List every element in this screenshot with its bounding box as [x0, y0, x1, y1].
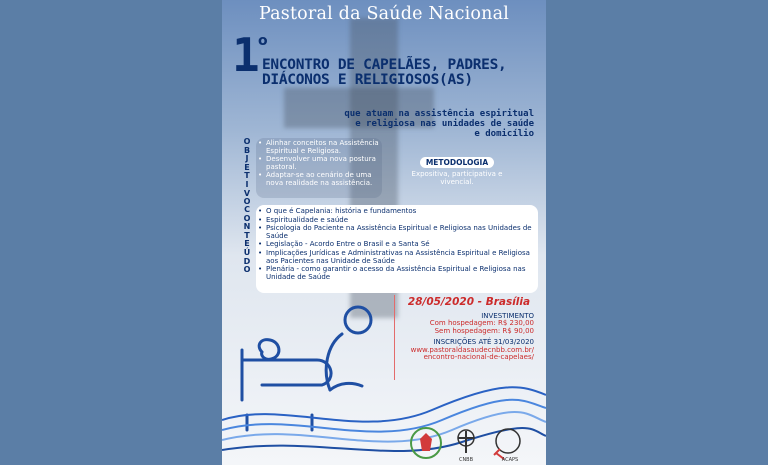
event-subtitle — [334, 109, 534, 139]
subtitle-line-2: e religiosa nas unidades de saúde — [355, 119, 534, 129]
objetivo-item: • Alinhar conceitos na Assistência Espiritual e Religiosa. — [266, 140, 382, 155]
divider-line — [394, 295, 395, 380]
objetivos-list — [256, 138, 382, 188]
conteudo-item: • Legislação - Acordo Entre o Brasil e a Santa Sé — [266, 241, 538, 249]
conteudo-item: • Plenária - como garantir o acesso da Assistência Espiritual e Religiosa nas Unidade de Saúde — [266, 266, 538, 281]
acaps-logo-icon — [494, 429, 520, 463]
sponsor-logos — [408, 423, 538, 463]
poster-title: Pastoral da Saúde Nacional — [258, 4, 510, 24]
ordinal-number: 1 — [232, 28, 260, 82]
subtitle-line-3: e domicílio — [474, 129, 534, 139]
registration-url-1[interactable]: www.pastoraldasaudecnbb.com.br/ — [410, 345, 534, 354]
ordinal-suffix: o — [258, 33, 268, 49]
price-without-lodging: Sem hospedagem: R$ 90,00 — [434, 326, 534, 335]
event-heading — [262, 58, 542, 88]
heading-line-2: DIÁCONOS E RELIGIOSOS(AS) — [262, 72, 473, 88]
investimento-label: INVESTIMENTO — [481, 312, 534, 320]
conteudo-vertical-label: C O N T E Ú D O — [243, 205, 251, 275]
registration-deadline: INSCRIÇÕES ATÉ 31/03/2020 — [433, 338, 534, 347]
registration-url-2[interactable]: encontro-nacional-de-capelaes/ — [423, 353, 534, 362]
pastoral-logo-icon — [411, 428, 441, 458]
price-with-lodging: Com hospedagem: R$ 230,00 — [429, 319, 534, 328]
objetivo-vertical-label: O B J E T I V O — [243, 137, 251, 207]
subtitle-line-1: que atuam na assistência espiritual — [344, 109, 534, 119]
metodologia-badge: METODOLOGIA — [420, 157, 494, 168]
cnbb-logo-text: CNBB — [458, 457, 474, 463]
conteudo-item: • Espiritualidade e saúde — [266, 217, 538, 225]
conteudo-item: • Implicações Jurídicas e Administrativas na Assistência Espiritual e Religiosa aos Pacientes nas Unidade de Saúde — [266, 250, 538, 265]
investment-info — [400, 313, 534, 361]
conteudo-item: • O que é Capelania: história e fundamentos — [266, 208, 538, 216]
objetivos-box — [256, 138, 382, 198]
cnbb-logo-icon — [458, 430, 474, 463]
conteudo-list — [256, 205, 538, 281]
event-date: 28/05/2020 - Brasília — [407, 296, 531, 308]
logos-svg — [408, 423, 538, 463]
conteudo-box — [256, 205, 538, 293]
objetivo-item: • Desenvolver uma nova postura pastoral. — [266, 156, 382, 171]
heading-line-1: ENCONTRO DE CAPELÃES, PADRES, — [262, 57, 507, 73]
conteudo-item: • Psicologia do Paciente na Assistência Espiritual e Religiosa nas Unidades de Saúde — [266, 225, 538, 240]
event-poster — [222, 0, 546, 465]
objetivo-item: • Adaptar-se ao cenário de uma nova realidade na assistência. — [266, 172, 382, 187]
metodologia-text: Expositiva, participativa e vivencial. — [411, 170, 503, 186]
acaps-logo-text: ACAPS — [501, 457, 519, 463]
